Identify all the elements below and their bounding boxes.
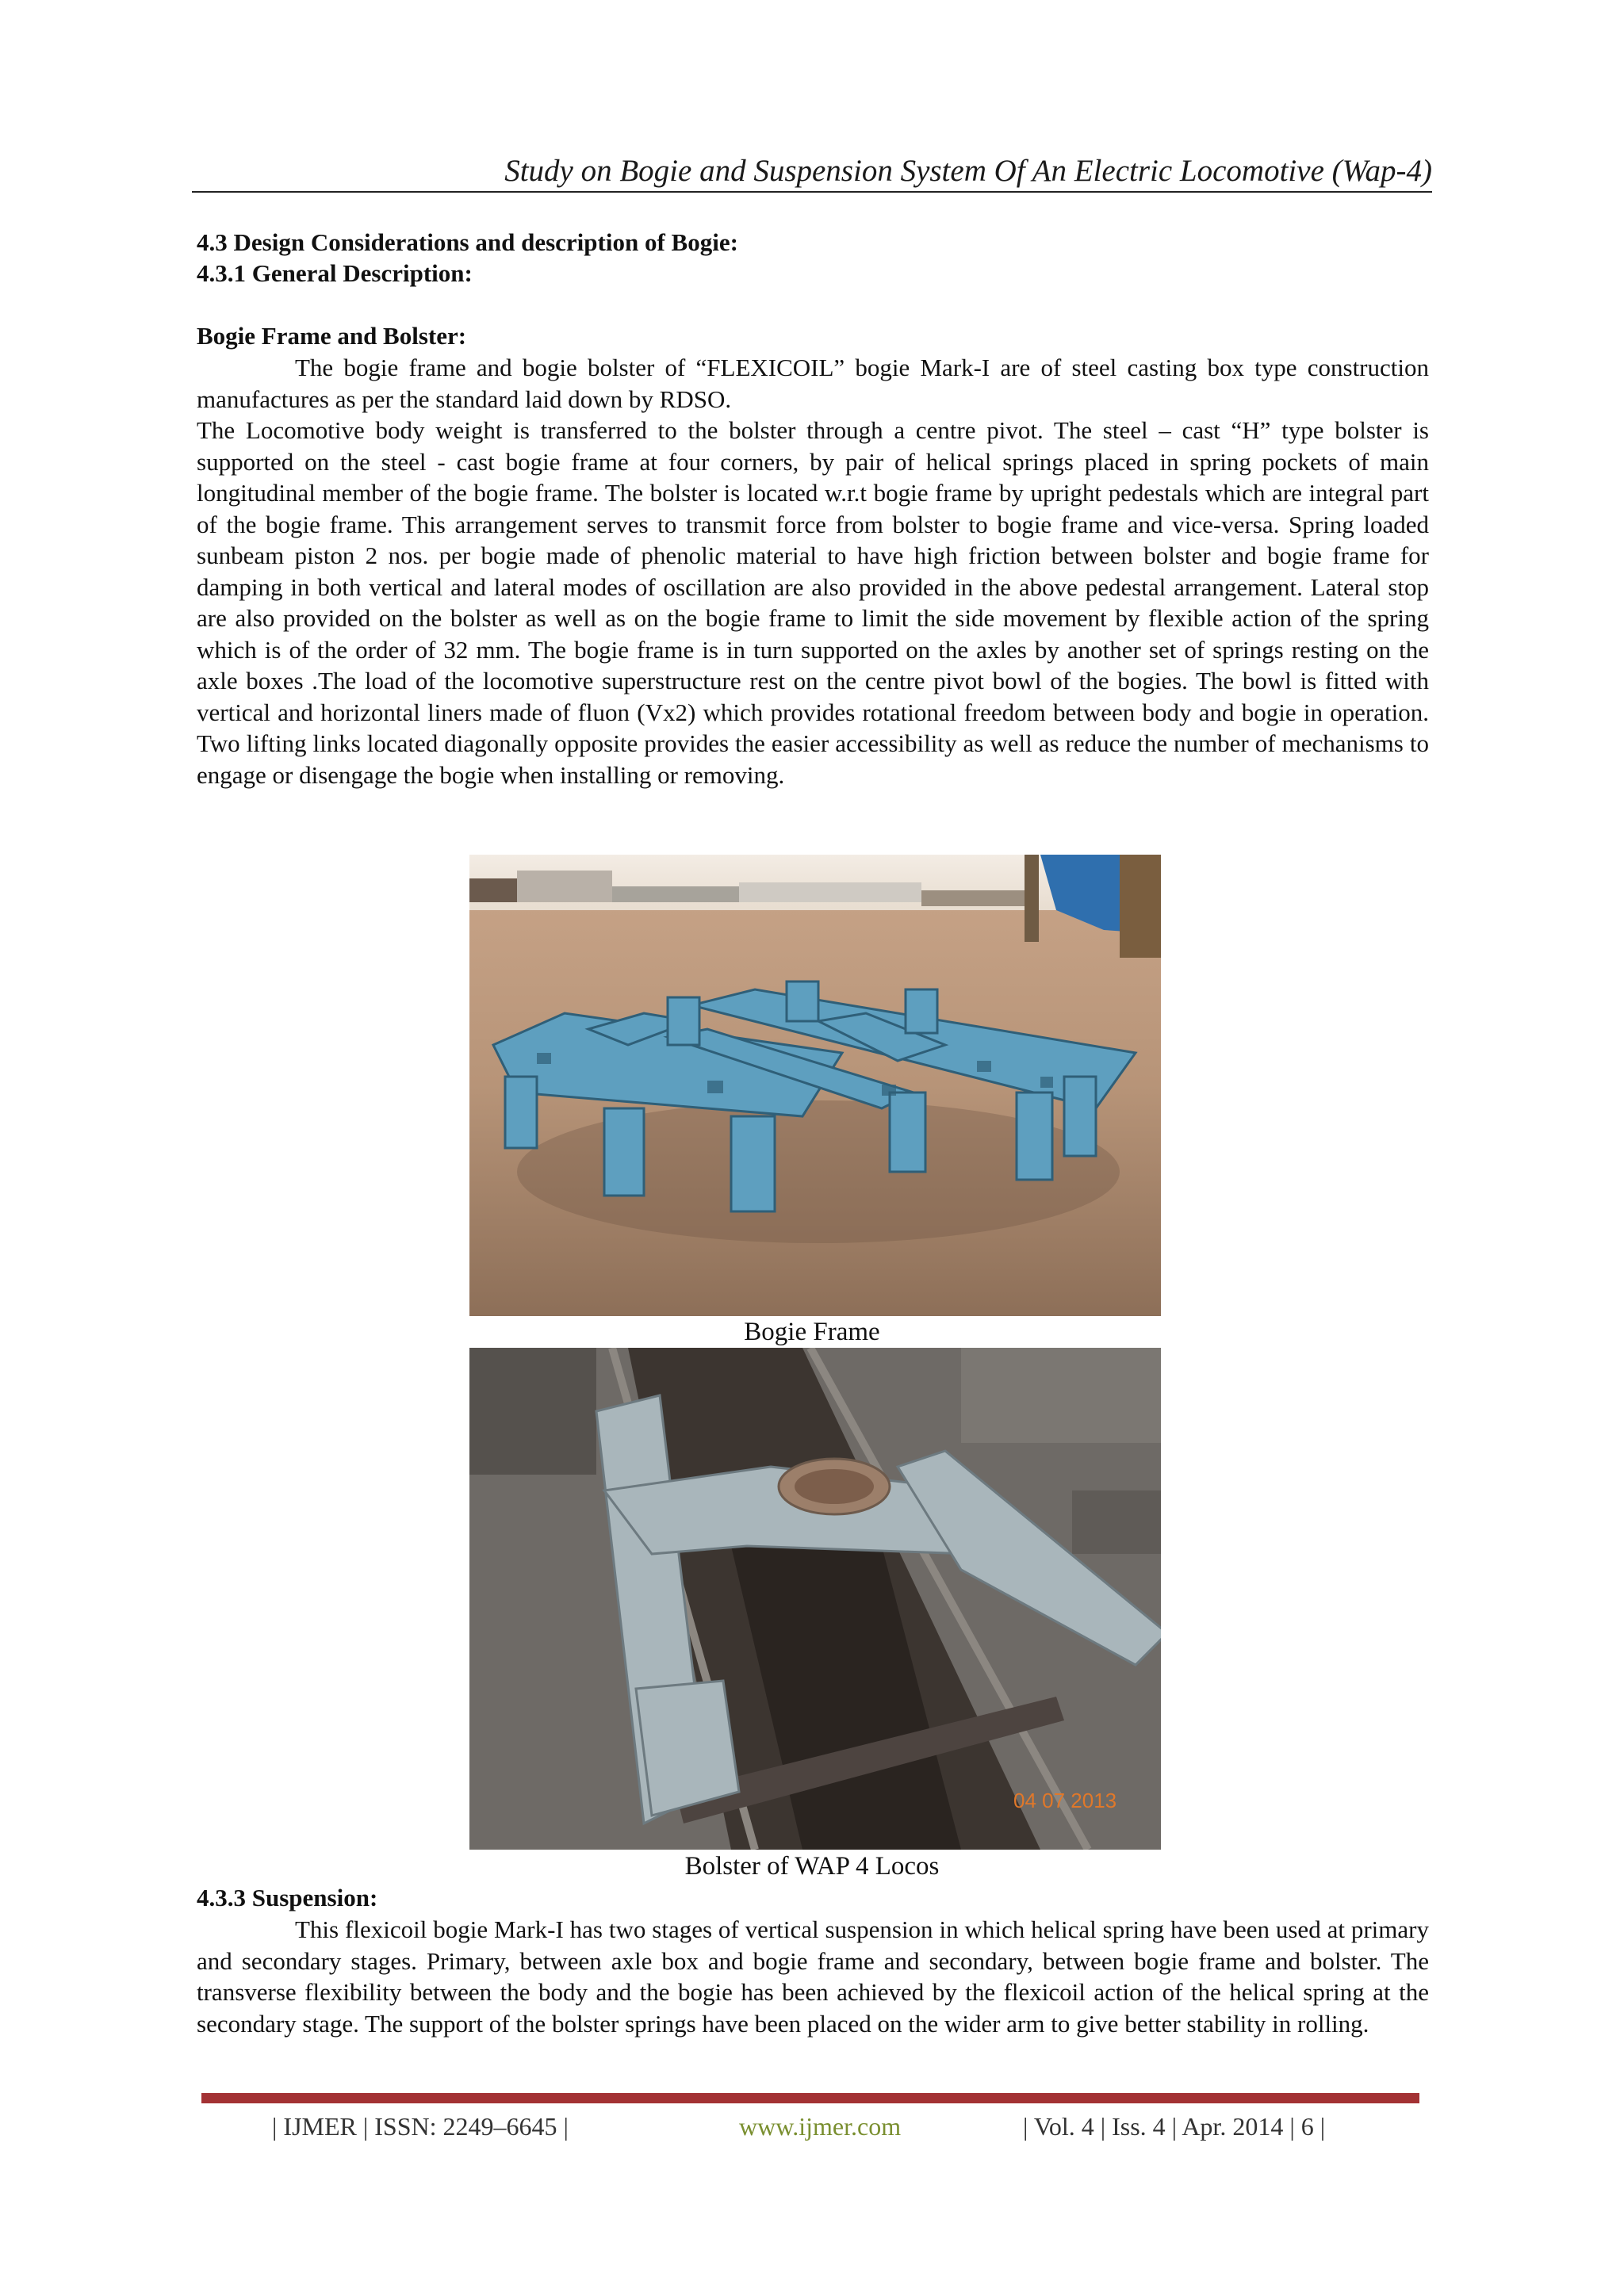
section-heading-4-3: 4.3 Design Considerations and description of Bogie: bbox=[197, 228, 738, 256]
suspension-text bbox=[197, 1914, 1429, 2039]
footer-journal-info: | IJMER | ISSN: 2249–6645 | bbox=[272, 2112, 569, 2141]
figure-caption-bolster: Bolster of WAP 4 Locos bbox=[684, 1852, 940, 1881]
figure-caption-bogie-frame: Bogie Frame bbox=[744, 1318, 880, 1346]
subsection-heading-bogie-frame: Bogie Frame and Bolster: bbox=[197, 322, 467, 350]
paragraph: This flexicoil bogie Mark-I has two stages of vertical suspension in which helical spring have been used at primary and secondary stages. Primary, between axle box and bogie frame and secondary, between bogie frame and bolster. The transverse flexibility between the body and the bogie has been achieved by the flexicoil action of the helical spring at the secondary stage. The support of the bolster springs have been placed on the wider arm to give better stability in rolling. bbox=[197, 1915, 1429, 2038]
date-stamp: 04 07 2013 bbox=[1013, 1789, 1117, 1812]
section-heading-4-3-3: 4.3.3 Suspension: bbox=[197, 1884, 378, 1911]
bolster-photo bbox=[469, 1348, 1161, 1850]
bogie-frame-photo bbox=[469, 855, 1161, 1316]
footer-issue-info: | Vol. 4 | Iss. 4 | Apr. 2014 | 6 | bbox=[1023, 2112, 1326, 2141]
bogie-frame-text bbox=[197, 352, 1429, 790]
section-heading-4-3-1: 4.3.1 General Description: bbox=[197, 259, 473, 287]
running-header: Study on Bogie and Suspension System Of An Electric Locomotive (Wap-4) bbox=[504, 154, 1432, 188]
paragraph: The bogie frame and bogie bolster of “FLEXICOIL” bogie Mark-I are of steel casting box type construction manufactures as per the standard laid down by RDSO. bbox=[197, 354, 1429, 413]
header-rule bbox=[192, 191, 1432, 193]
paragraph: The Locomotive body weight is transferred to the bolster through a centre pivot. The steel – cast “H” type bolster is supported on the steel - cast bogie frame at four corners, by pair of helical springs placed in spring pockets of main longitudinal member of the bogie frame. The bolster is located w.r.t bogie frame by upright pedestals which are integral part of the bogie frame. This arrangement serves to transmit force from bolster to bogie frame and vice-versa. Spring loaded sunbeam piston 2 nos. per bogie made of phenolic material to have high friction between bolster and bogie frame for damping in both vertical and lateral modes of oscillation are also provided in the above pedestal arrangement. Lateral stop are also provided on the bolster as well as on the bogie frame to limit the side movement by flexible action of the spring which is of the order of 32 mm. The bogie frame is in turn supported on the axles by another set of springs resting on the axle boxes .The load of the locomotive superstructure rest on the centre pivot bowl of the bogies. The bowl is fitted with vertical and horizontal liners made of fluon (Vx2) which provides rotational freedom between body and bogie in operation. Two lifting links located diagonally opposite provides the easier accessibility as well as reduce the number of mechanisms to engage or disengage the bogie when installing or removing. bbox=[197, 416, 1429, 789]
footer-bar bbox=[201, 2093, 1419, 2103]
footer-website-link[interactable]: www.ijmer.com bbox=[739, 2112, 902, 2141]
